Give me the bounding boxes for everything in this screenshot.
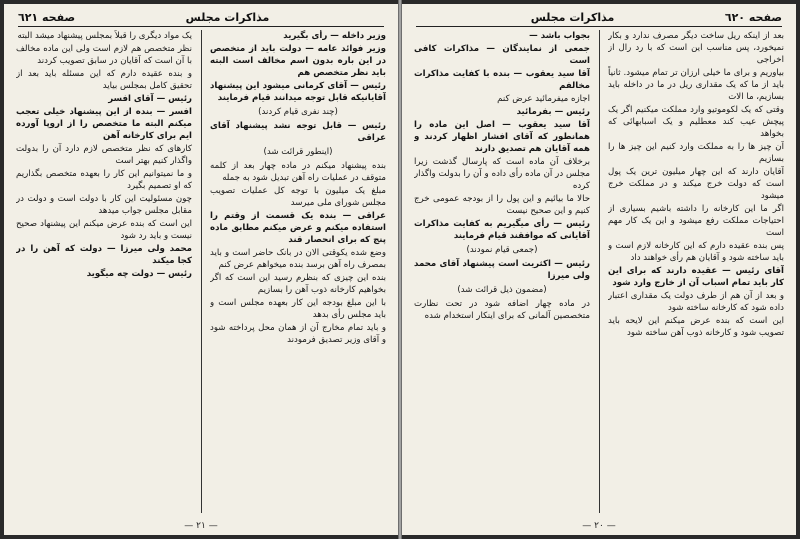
paragraph: وزیر فوائد عامه — دولت باید از متخصص در این باره بدون اسم مخالف است البته باید نظر متخصص هم [210, 44, 386, 78]
paragraph: و بنده عقیده دارم که این مسئله باید بعد از تحقیق کامل بمجلس بیاید [16, 69, 192, 91]
right-page-column-divider [599, 30, 600, 513]
paragraph: رئیس — اکثریت است پیشنهاد آقای محمد ولی میرزا [414, 259, 590, 281]
paragraph: آقا سید یعقوب — اصل این ماده را همانطور که آقای افشار اظهار کردند و همه آقایان هم تصدیق دارند [414, 120, 590, 154]
paragraph: وقتی که یک لکوموتیو وارد مملکت میکنیم اگر یک پیچش عیب کند معطلیم و یک اسبابهائی که بخواهد [608, 105, 784, 139]
left-page-title: مذاکرات مجلس [185, 10, 270, 24]
paragraph: در ماده چهار اضافه شود در تحت نظارت متخصصین آلمانی که برای اینکار استخدام شده [414, 299, 590, 321]
right-page [402, 4, 796, 535]
paragraph: (چند نفری قیام کردند) [258, 107, 338, 117]
paragraph: با این مبلغ بودجه این کار بعهده مجلس است و باید مجلس رأی بدهد [210, 298, 386, 320]
paragraph: رئیس — آقای کرمانی میشود این پیشنهاد آقایانیکه قابل توجه میدانند قیام فرمایند [210, 81, 386, 103]
left-page-right-column [210, 30, 386, 513]
paragraph: (مضمون ذیل قرائت شد) [457, 285, 547, 295]
left-page-footer: — ٢١ — [184, 521, 218, 531]
paragraph: پس بنده عقیده دارم که این کارخانه لازم است و باید ساخته شود و آقایان هم رأی خواهند داد [608, 241, 784, 263]
paragraph: یک مواد دیگری را قبلاً بمجلس پیشنهاد میشد البته [17, 31, 192, 41]
paragraph: آن چیز ها را به مملکت وارد کنیم این چیز ها را بسازیم [608, 142, 784, 164]
paragraph: کارهای که نظر متخصص لازم دارد آن را بدولت واگذار کنیم بهتر است [16, 144, 192, 166]
paragraph: رئیس — آقای افسر [108, 94, 192, 104]
right-page-title: مذاکرات مجلس [530, 10, 615, 24]
right-page-number: صفحه ٦٢٠ [724, 10, 782, 24]
paragraph: اجازه میفرمائید عرض کنم [497, 94, 590, 104]
paragraph: (جمعی قیام نمودند) [466, 245, 538, 255]
right-page-left-column [414, 30, 590, 513]
paragraph: رئیس — بفرمائید [516, 107, 590, 117]
left-page-number: صفحه ٦٢١ [18, 10, 76, 24]
paragraph: بنده پیشنهاد میکنم در ماده چهار بعد از کلمه متوقف در عملیات راه آهن تبدیل شود به جمله [210, 161, 386, 183]
paragraph: بعد از اینکه ریل ساخت دیگر مصرف ندارد و بکار نمیخورد، پس مناسب این است که با رد رال از اخراجی [608, 31, 784, 65]
paragraph: آقایان دارند که این چهار میلیون ترین یک پول است که دولت خرج میکند و در مملکت خرج میشود [608, 167, 784, 201]
paragraph: آقای رئیس — عقیده دارند که برای این کار باید تمام اسباب آن از خارج وارد شود [608, 266, 784, 288]
paragraph: رئیس — دولت چه میگوید [86, 269, 192, 279]
paragraph: بنده این چیزی که بنظرم رسید این است که اگر بخواهیم کارخانه ذوب آهن را بسازیم [210, 273, 386, 295]
paragraph: افسر — بنده از این پیشنهاد خیلی تعجب میکنم البته ما متخصص را از اروپا آورده ایم برای کارخانه آهن [16, 107, 192, 141]
paragraph: (اینطور قرائت شد) [263, 147, 333, 157]
paragraph: و بعد از آن هم از طرف دولت یک مقداری اعتبار داده شود که کارخانه ساخته شود [608, 291, 784, 313]
paragraph: اگر ما این کارخانه را داشته باشیم بسیاری از احتیاجات مملکت رفع میشود و این یک کار مهم است [608, 204, 784, 238]
paragraph: این است که بنده عرض میکنم این لایحه باید تصویب شود و کارخانه ذوب آهن ساخته شود [608, 316, 784, 338]
left-page-header [18, 8, 384, 27]
paragraph: مبلغ یک میلیون با توجه کل عملیات تصویب مجلس شورای ملی میرسد [210, 186, 386, 208]
paragraph: وزیر داخله — رأی بگیرید [283, 31, 386, 41]
paragraph: جمعی از نمایندگان — مذاکرات کافی است [414, 44, 590, 66]
left-page-left-column [16, 30, 192, 513]
paragraph: حالا ما بیائیم و این پول را از بودجه عمومی خرج کنیم و این صحیح نیست [414, 194, 590, 216]
paragraph: محمد ولی میرزا — دولت که آهن را در کجا میکند [16, 244, 192, 266]
paragraph: و باید تمام مخارج آن از همان محل پرداخته شود و آقای وزیر تصدیق فرمودند [210, 323, 386, 345]
paragraph: رئیس — رأی میگیریم به کفایت مذاکرات آقایانی که موافقند قیام فرمایند [414, 219, 590, 241]
left-page [4, 4, 398, 535]
paragraph: عراقی — بنده یک قسمت از وقتم را استفاده میکنم و عرض میکنم مطابق ماده پنج که برای انحصار قند [210, 211, 386, 245]
paragraph: بیاوریم و برای ما خیلی ارزان تر تمام میشود. ثانیاً باید از ما که یک مقداری ریل در ما در داخله باید بسازیم، ما الات [608, 68, 784, 102]
paragraph: این است که بنده عرض میکنم این پیشنهاد صحیح نیست و باید رد شود [16, 219, 192, 241]
paragraph: آقا سید یعقوب — بنده با کفایت مذاکرات مخالفم [414, 69, 590, 91]
right-page-footer: — ٢٠ — [582, 521, 616, 531]
paragraph: رئیس — قابل توجه نشد پیشنهاد آقای عراقی [210, 121, 386, 143]
paragraph: بجواب باشد — [529, 31, 590, 41]
left-page-column-divider [201, 30, 202, 513]
paragraph: چون مسئولیت این کار با دولت است و دولت در مقابل مجلس جواب میدهد [16, 194, 192, 216]
right-page-header [416, 8, 782, 27]
paragraph: نظر متخصص هم لازم است ولی این ماده مخالف با آن است که آقایان در سابق تصویب کردند [16, 44, 192, 66]
right-page-right-column [608, 30, 784, 513]
paragraph: برخلاف آن ماده است که پارسال گذشت زیرا مجلس در آن ماده رأی داده و آن را بدولت واگذار کرده [414, 157, 590, 191]
paragraph: و ما نمیتوانیم این کار را بعهده متخصص بگذاریم که او تصمیم بگیرد [16, 169, 192, 191]
paragraph: وضع شده یکوقتی الان در بانک حاضر است و باید بمصرف راه آهن برسد بنده میخواهم عرض کنم [210, 248, 386, 270]
